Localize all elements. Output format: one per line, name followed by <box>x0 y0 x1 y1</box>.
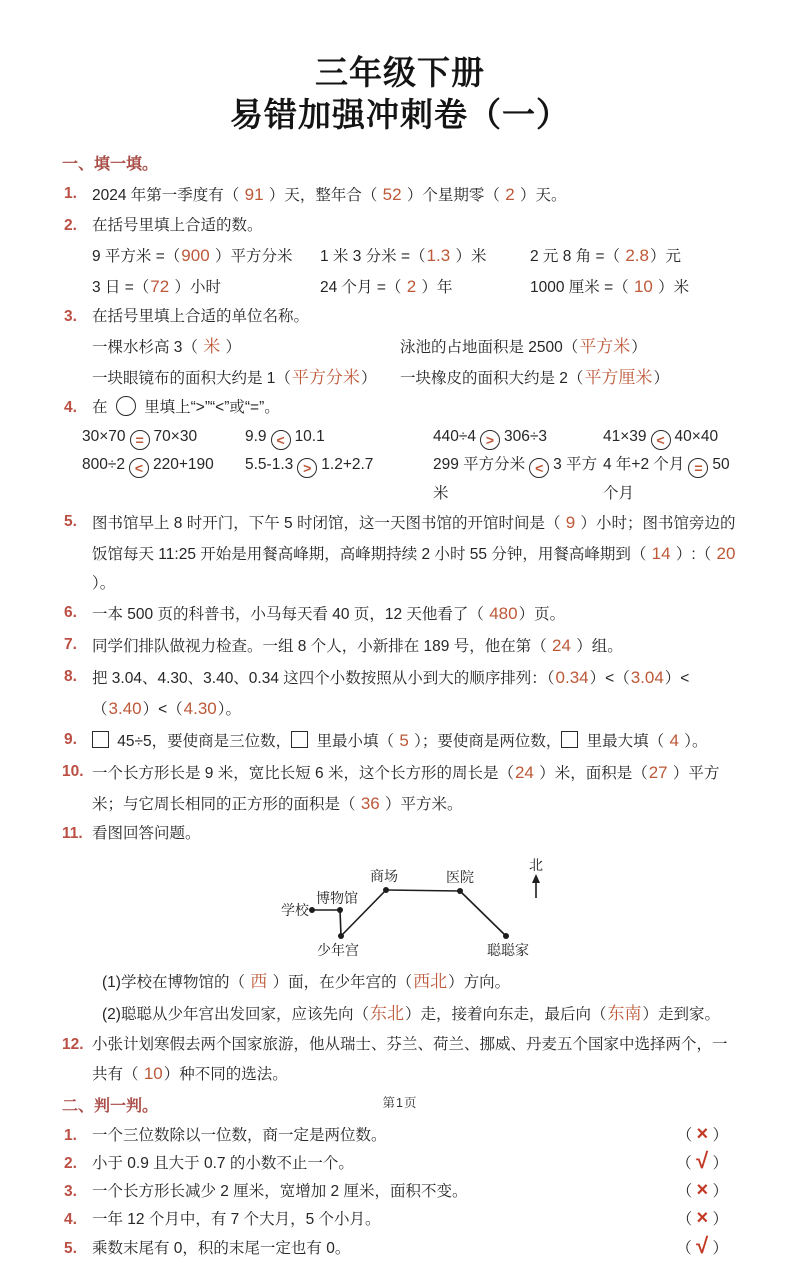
node-youthpalace-label: 少年宫 <box>317 941 359 958</box>
text-fragment: 泳池的占地面积是 2500（ <box>400 339 579 357</box>
node-youthpalace-dot <box>338 933 344 939</box>
text-fragment: ）<（ <box>589 669 630 687</box>
question-number: 11. <box>62 825 83 843</box>
answer-text: 3.40 <box>108 698 142 718</box>
text-fragment: ） <box>708 1211 728 1229</box>
text-fragment: 50 个月 <box>603 456 730 502</box>
question-number: 12. <box>62 1035 84 1053</box>
text-fragment: 45÷5，要使商是三位数， <box>113 732 292 750</box>
answer-text: 米 <box>203 337 221 357</box>
judge-item-4 <box>62 1206 742 1234</box>
text-fragment: 299 平方分米 <box>433 456 526 474</box>
comparison-cell <box>82 451 245 507</box>
judgment-mark: × <box>696 1207 709 1230</box>
text-fragment: ）个星期零（ <box>402 186 505 204</box>
comparison-circle <box>116 396 136 416</box>
text-fragment: 一个长方形长是 9 米，宽比长短 6 米，这个长方形的周长是（ <box>92 764 514 782</box>
comparison-circle: < <box>529 458 549 478</box>
text-fragment: ） <box>221 339 242 357</box>
judge-text: 一个长方形长减少 2 厘米，宽增加 2 厘米，面积不变。 <box>92 1183 468 1201</box>
node-home-label: 聪聪家 <box>487 941 529 958</box>
text-fragment: 9.9 <box>245 428 267 446</box>
text-fragment: ）种不同的选法。 <box>163 1065 288 1083</box>
page-title <box>0 52 800 136</box>
judgment-mark: × <box>696 1122 709 1145</box>
node-mall-label: 商场 <box>370 867 398 884</box>
question-text <box>92 762 720 813</box>
judge-item-3 <box>62 1178 742 1206</box>
fill-cell <box>92 241 320 272</box>
question-11-sub-2 <box>62 999 742 1030</box>
text-fragment: ） <box>708 1183 728 1201</box>
comparison-cell <box>603 451 742 507</box>
sub-question-text <box>102 1003 720 1023</box>
worksheet-page <box>0 52 800 1258</box>
text-fragment: 70×30 <box>153 428 198 446</box>
question-text <box>92 603 566 623</box>
comparison-circle: < <box>129 458 149 478</box>
edge-hospital-home <box>460 891 506 936</box>
text-fragment: ）<（ <box>142 700 183 718</box>
question-number: 1. <box>64 1126 77 1144</box>
text-fragment: 306÷3 <box>504 428 547 446</box>
title-line-1: 三年级下册 <box>315 54 485 91</box>
text-fragment: ） <box>653 370 669 388</box>
text-fragment: 41×39 <box>603 428 647 446</box>
comparison-circle: < <box>651 430 671 450</box>
fill-cell <box>320 272 530 303</box>
judge-answer <box>677 1178 728 1206</box>
text-fragment: ）平方米；与它周长相同的正方形的面积是（ <box>92 764 720 813</box>
question-number: 7. <box>64 635 77 653</box>
text-fragment: ）:（ <box>671 545 716 563</box>
question-4 <box>62 394 742 422</box>
text-fragment: ）；要使商是两位数， <box>409 732 562 750</box>
text-fragment: 2 元 8 角 =（ <box>530 248 625 266</box>
node-hospital-dot <box>457 888 463 894</box>
text-fragment: 9 平方米 =（ <box>92 248 181 266</box>
answer-text: 3.04 <box>630 667 664 687</box>
judge-text: 乘数末尾有 0，积的末尾一定也有 0。 <box>92 1239 351 1257</box>
text-fragment: 3 平方米 <box>433 456 598 502</box>
question-9 <box>62 726 742 757</box>
text-fragment: ）方向。 <box>448 973 511 991</box>
text-fragment: (1)学校在博物馆的（ <box>102 973 250 991</box>
comparison-cell <box>82 423 245 451</box>
answer-text: 2 <box>406 277 417 296</box>
answer-text: 14 <box>651 543 671 563</box>
text-fragment: 里最小填（ <box>312 732 399 750</box>
node-museum-dot <box>337 907 343 913</box>
sub-question-text <box>102 971 511 991</box>
text-fragment: ）米 <box>653 279 690 296</box>
answer-text: 2 <box>505 184 515 204</box>
fill-cell <box>400 363 742 394</box>
answer-text: 10 <box>143 1063 163 1083</box>
text-fragment: 440÷4 <box>433 428 476 446</box>
judgment-mark: √ <box>696 1232 709 1258</box>
answer-text: 西 <box>250 971 268 991</box>
comparison-cell <box>245 423 433 451</box>
north-arrow-head <box>532 874 540 883</box>
text-fragment: 220+190 <box>153 456 214 474</box>
judge-item-5 <box>62 1232 742 1263</box>
answer-text: 480 <box>489 603 518 623</box>
text-fragment: ）页。 <box>518 605 566 623</box>
question-text: 在括号里填上合适的数。 <box>92 216 263 234</box>
text-fragment: 4 年+2 个月 <box>603 456 685 474</box>
judge-answer <box>677 1206 728 1234</box>
edge-museum-youthpalace <box>340 910 341 936</box>
fill-cell <box>92 363 400 394</box>
fill-cell <box>92 332 400 363</box>
text-fragment: 5.5-1.3 <box>245 456 294 474</box>
question-11-sub-1 <box>62 967 742 998</box>
answer-text: 5 <box>399 730 409 750</box>
comparison-row-2 <box>62 451 742 507</box>
answer-text: 27 <box>648 762 668 782</box>
question-number: 3. <box>64 307 77 325</box>
text-fragment: ） <box>708 1239 728 1257</box>
answer-text: 4 <box>669 730 679 750</box>
north-label: 北 <box>529 856 543 873</box>
section-2-header: 二、判一判。 <box>62 1097 159 1115</box>
text-fragment: 3 日 =（ <box>92 279 150 296</box>
comparison-circle: > <box>297 458 317 478</box>
text-fragment: ） <box>708 1126 728 1144</box>
answer-text: 91 <box>244 184 264 204</box>
node-home-dot <box>503 933 509 939</box>
blank-box <box>561 731 578 748</box>
judge-text: 一年 12 个月中，有 7 个大月，5 个小月。 <box>92 1211 381 1229</box>
node-school-dot <box>309 907 315 913</box>
text-fragment: 一棵水杉高 3（ <box>92 339 203 357</box>
comparison-cell <box>433 423 603 451</box>
text-fragment: 24 个月 =（ <box>320 279 406 296</box>
text-fragment: 在 <box>92 399 112 417</box>
text-fragment: 1 米 3 分米 =（ <box>320 248 426 266</box>
judge-text: 小于 0.9 且大于 0.7 的小数不止一个。 <box>92 1155 354 1172</box>
text-fragment: 1.2+2.7 <box>321 456 374 474</box>
text-fragment: ）平方米。 <box>380 795 463 813</box>
fill-cell <box>400 332 742 363</box>
text-fragment: 同学们排队做视力检查。一组 8 个人，小新排在 189 号，他在第（ <box>92 637 552 655</box>
text-fragment: ）小时 <box>170 279 222 296</box>
text-fragment: 里最大填（ <box>582 732 669 750</box>
comparison-cell <box>603 423 742 451</box>
text-fragment: （ <box>676 1211 697 1229</box>
text-fragment: 里填上“>”“<”或“=”。 <box>139 399 280 417</box>
question-number: 8. <box>64 667 77 685</box>
answer-text: 52 <box>382 184 402 204</box>
answer-text: 平方米 <box>579 337 631 357</box>
comparison-row-1 <box>62 423 742 451</box>
text-fragment: 30×70 <box>82 428 126 446</box>
text-fragment: ） <box>631 339 647 357</box>
question-1 <box>62 180 742 211</box>
text-fragment: 图书馆早上 8 时开门，下午 5 时闭馆，这一天图书馆的开馆时间是（ <box>92 514 565 532</box>
text-fragment: ）米 <box>451 248 487 266</box>
text-fragment: 把 3.04、4.30、3.40、0.34 这四个小数按照从小到大的顺序排列：（ <box>92 669 555 687</box>
text-fragment: 一块橡皮的面积大约是 2（ <box>400 370 584 388</box>
text-fragment: ） <box>708 1155 728 1172</box>
fill-cell <box>92 272 320 303</box>
page-footer: 第1页 <box>382 1096 418 1110</box>
question-text <box>92 1036 728 1083</box>
comparison-circle: = <box>130 430 150 450</box>
answer-text: 平方分米 <box>291 368 360 388</box>
text-fragment: 10.1 <box>294 428 325 446</box>
question-number: 9. <box>64 730 77 748</box>
text-fragment: ）走到家。 <box>642 1005 720 1023</box>
question-3 <box>62 303 742 331</box>
question-number: 1. <box>64 184 77 202</box>
node-hospital-label: 医院 <box>446 868 474 885</box>
judge-answer <box>677 1122 728 1150</box>
comparison-cell <box>433 451 603 507</box>
answer-text: 2.8 <box>625 246 649 266</box>
answer-text: 36 <box>360 793 380 813</box>
text-fragment: ）走，接着向东走，最后向（ <box>404 1005 607 1023</box>
question-8 <box>62 663 742 725</box>
text-fragment: ）元 <box>649 248 681 266</box>
answer-text: 西北 <box>413 971 448 991</box>
title-line-2: 易错加强冲刺卷（一） <box>230 95 570 133</box>
comparison-circle: > <box>480 430 500 450</box>
judgment-mark: × <box>696 1179 709 1202</box>
answer-text: 4.30 <box>183 698 217 718</box>
judgment-mark: √ <box>696 1148 709 1173</box>
comparison-circle: = <box>688 458 708 478</box>
text-fragment: (2)聪聪从少年宫出发回家，应该先向（ <box>102 1005 369 1023</box>
text-fragment: ）。 <box>217 700 242 718</box>
question-7 <box>62 631 742 662</box>
judge-answer <box>676 1232 728 1263</box>
question-number: 5. <box>64 1239 77 1257</box>
question-text: 看图回答问题。 <box>92 825 201 843</box>
answer-text: 9 <box>565 512 576 532</box>
text-fragment: ）。 <box>679 732 708 750</box>
text-fragment: 一块眼镜布的面积大约是 1（ <box>92 370 291 388</box>
question-text <box>92 184 567 204</box>
text-fragment: ）<（ <box>92 669 690 718</box>
text-fragment: ）。 <box>92 574 116 592</box>
node-school-label: 学校 <box>281 901 309 918</box>
text-fragment: ）天。 <box>515 186 567 204</box>
question-2-grid <box>62 241 742 303</box>
question-11 <box>62 820 742 848</box>
fill-cell <box>530 272 742 303</box>
text-fragment: 小张计划寒假去两个国家旅游，他从瑞士、芬兰、荷兰、挪威、丹麦五个国家中选择两个，一共有（ <box>92 1035 728 1083</box>
fill-cell <box>320 241 530 272</box>
answer-text: 24 <box>552 635 571 655</box>
answer-text: 东北 <box>369 1003 404 1023</box>
question-text <box>92 635 623 655</box>
question-number: 5. <box>64 512 77 530</box>
edge-mall-hospital <box>386 890 460 891</box>
text-fragment: 2024 年第一季度有（ <box>92 186 244 204</box>
judge-item-1 <box>62 1122 742 1150</box>
question-text <box>92 512 736 592</box>
text-fragment: （ <box>676 1239 697 1257</box>
map-diagram-svg <box>280 853 580 965</box>
question-10 <box>62 758 742 820</box>
fill-cell <box>530 241 742 272</box>
text-fragment: 800÷2 <box>82 456 125 474</box>
text-fragment: ）米，面积是（ <box>534 764 648 782</box>
answer-text: 72 <box>150 277 170 296</box>
text-fragment: （ <box>676 1155 697 1172</box>
question-5 <box>62 508 742 598</box>
question-number: 4. <box>64 1211 77 1229</box>
node-museum-label: 博物馆 <box>316 889 358 906</box>
text-fragment: （ <box>676 1126 697 1144</box>
question-text <box>92 730 708 750</box>
text-fragment: （ <box>676 1183 697 1201</box>
question-12 <box>62 1031 742 1090</box>
section-1-header: 一、填一填。 <box>62 155 159 173</box>
answer-text: 20 <box>716 543 736 563</box>
question-number: 2. <box>64 1155 77 1172</box>
blank-box <box>291 731 308 748</box>
answer-text: 0.34 <box>555 667 589 687</box>
judge-item-2 <box>62 1150 742 1178</box>
question-2 <box>62 212 742 240</box>
answer-text: 1.3 <box>426 246 451 266</box>
answer-text: 东南 <box>607 1003 642 1023</box>
question-text <box>92 399 280 416</box>
question-text: 在括号里填上合适的单位名称。 <box>92 307 310 325</box>
answer-text: 平方厘米 <box>584 368 653 388</box>
comparison-circle: < <box>271 430 291 450</box>
text-fragment: 40×40 <box>674 428 719 446</box>
blank-box <box>92 731 109 748</box>
question-3-grid <box>62 332 742 394</box>
comparison-cell <box>245 451 433 507</box>
answer-text: 10 <box>633 277 653 296</box>
text-fragment: ）天，整年合（ <box>264 186 382 204</box>
judge-answer <box>676 1150 728 1178</box>
text-fragment: ） <box>360 370 377 388</box>
question-text <box>92 667 690 718</box>
text-fragment: ）年 <box>417 279 453 296</box>
question-6 <box>62 599 742 630</box>
question-number: 4. <box>64 399 77 417</box>
answer-text: 24 <box>514 762 534 782</box>
question-number: 6. <box>64 603 77 621</box>
text-fragment: ）面，在少年宫的（ <box>268 973 413 991</box>
text-fragment: ）组。 <box>571 637 623 655</box>
text-fragment: ）小时；图书馆旁边的饭馆每天 11:25 开始是用餐高峰期，高峰期持续 2 小时 55 分钟，用餐高峰期到（ <box>92 514 736 563</box>
map-diagram <box>280 853 742 965</box>
question-number: 10. <box>62 762 84 780</box>
question-number: 2. <box>64 216 77 234</box>
text-fragment: 一本 500 页的科普书，小马每天看 40 页，12 天他看了（ <box>92 605 489 623</box>
judge-text: 一个三位数除以一位数，商一定是两位数。 <box>92 1126 387 1144</box>
question-number: 3. <box>64 1183 77 1201</box>
answer-text: 900 <box>181 246 210 266</box>
node-mall-dot <box>383 887 389 893</box>
text-fragment: ）平方分米 <box>210 248 293 266</box>
text-fragment: 1000 厘米 =（ <box>530 279 633 296</box>
